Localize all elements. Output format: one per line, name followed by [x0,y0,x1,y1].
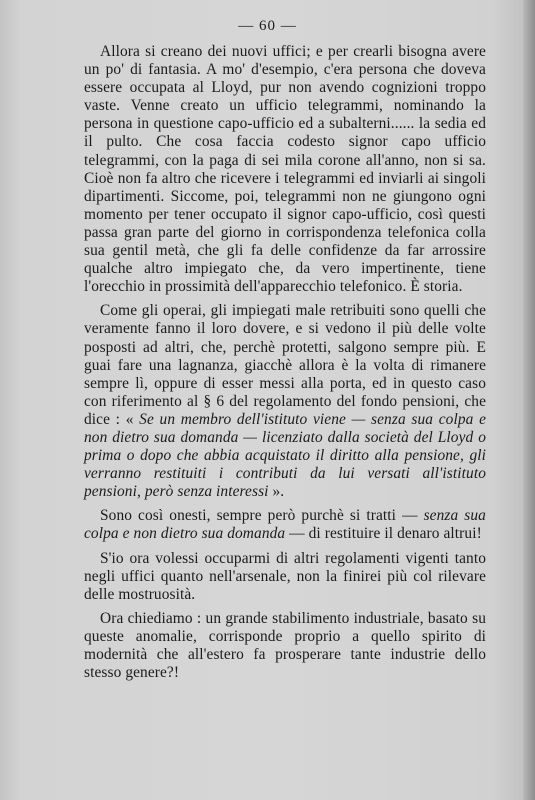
quoted-regulation-text: Se un membro dell'istituto viene — senza sua colpa e non dietro sua domanda — licenziato dalla società del Lloyd o prima o dopo che abbia acquistato il diritto alla pensione, gli verranno restituiti i contributi da lui versati all'istituto pensioni, però senza interessi [84,410,486,501]
paragraph [84,610,486,682]
quoted-regulation-text: senza sua colpa e non dietro sua domanda [84,507,486,543]
paragraph-text: Ora chiediamo : un grande stabilimento industriale, basato su queste anomalie, corrisponde proprio a quello spirito di modernità che all'estero fa prosperare tante industrie dello stesso genere?! [84,609,486,682]
paragraph-text: S'io ora volessi occuparmi di altri regolamenti vigenti tanto negli uffici quanto nell'arsenale, non la finirei più col rilevare delle mostruosità. [84,549,486,603]
paragraph-text: Come gli operai, gli impiegati male retribuiti sono quelli che veramente fanno il loro dovere, e si vedono il più delle volte posposti ad altri, che, perchè protetti, salgono sempre più. E guai fare una lagnanza, giacchè allora è la volta di rimanere sempre lì, oppure di esser messi alla porta, ed in questo caso con riferimento al § 6 del regolamento del fondo pensioni, che dice : « [84,302,486,428]
paragraph-text: Sono così onesti, sempre però purchè si tratti — [100,507,424,525]
paragraph [84,43,486,296]
paragraph [84,550,486,604]
page-edge-shadow [523,0,535,800]
paragraph-text: ». [268,483,285,501]
body-text [84,43,486,682]
page-number: — 60 — [238,18,297,34]
paragraph [84,302,486,501]
paragraph-text: — di restituire il denaro altrui! [285,525,482,543]
paragraph [84,507,486,543]
paragraph-text: Allora si creano dei nuovi uffici; e per crearli bisogna avere un po' di fantasia. A mo' d'esempio, c'era persona che doveva essere occupata al Lloyd, pur non avendo cognizioni troppo vaste. Venne creato un ufficio telegrammi, nominando la persona in questione capo-ufficio ed a subalterni...... la sedia ed il pulto. Che cosa faccia codesto signor capo ufficio telegrammi, con la paga di sei mila corone all'anno, non si sa. Cioè non fa altro che ricevere i telegrammi ed inviarli ai singoli dipartimenti. Siccome, poi, telegrammi non ne giungono ogni momento per tener occupato il signor capo-ufficio, così questi passa gran parte del giorno in corrispondenza telefonica colla sua gentil metà, che gli fa delle confidenze da far arrossire qualche altro impiegato che, da vero impertinente, tiene l'orecchio in prossimità dell'apparecchio telefonico. È storia. [84,43,486,296]
